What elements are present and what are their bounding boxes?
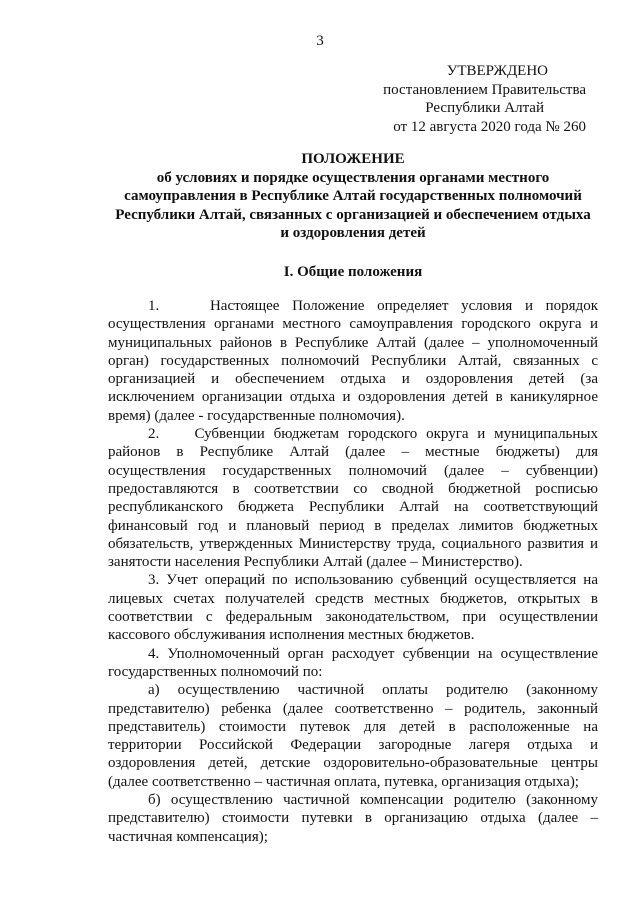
title-line-5: и оздоровления детей bbox=[280, 225, 426, 241]
approval-line-decree: постановлением Правительства bbox=[383, 81, 586, 98]
approval-line-date: от 12 августа 2020 года № 260 bbox=[393, 118, 586, 135]
section-heading: I. Общие положения bbox=[283, 264, 423, 280]
paragraph-3: 3. Учет операций по использованию субвенций осуществляется на лицевых счетах получателей средств местных бюджетов, открытых в соответствии с федеральным законодательством, при осуществлении кассового обслуживания исполнения местных бюджетов. bbox=[108, 572, 598, 644]
title-line-2: об условиях и порядке осуществления органами местного bbox=[156, 169, 550, 186]
paragraph-2: 2. Субвенции бюджетам городского округа и муниципальных районов в Республике Алтай (далее – местные бюджеты) для осуществления государственных полномочий (далее – субвенции) предоставляются в соответствии со сводной бюджетной росписью республиканского бюджета Республики Алтай на соответствующий финансовый год и плановый период в пределах лимитов бюджетных обязательств, утвержденных Министерству труда, социального развития и занятости населения Республики Алтай (далее – Министерство). bbox=[108, 426, 598, 571]
title-line-1: ПОЛОЖЕНИЕ bbox=[301, 151, 405, 167]
title-line-4: Республики Алтай, связанных с организацией и обеспечением отдыха bbox=[115, 206, 591, 223]
page-number: 3 bbox=[316, 33, 324, 49]
document-title bbox=[108, 150, 598, 243]
title-line-3: самоуправления в Республике Алтай государственных полномочий bbox=[124, 188, 582, 204]
paragraph-4a: а) осуществлению частичной оплаты родителю (законному представителю) ребенка (далее соответственно – родитель, законный представитель) стоимости путевок для детей в расположенные на территории Российской Федерации загородные лагеря отдыха и оздоровления детей, детские оздоровительно-образовательные центры (далее соответственно – частичная оплата, путевка, организация отдыха); bbox=[108, 682, 598, 790]
approval-line-republic: Республики Алтай bbox=[425, 100, 544, 116]
body-text bbox=[108, 297, 598, 846]
paragraph-4: 4. Уполномоченный орган расходует субвенции на осуществление государственных полномочий по: bbox=[108, 645, 598, 680]
approval-line-approved: УТВЕРЖДЕНО bbox=[446, 63, 548, 79]
paragraph-1: 1. Настоящее Положение определяет условия и порядок осуществления органами местного самоуправления городского округа и муниципальных районов в Республике Алтай (далее – уполномоченный орган) государственных полномочий Республики Алтай, связанных с организацией и обеспечением отдыха и оздоровления детей (за исключением организации отдыха и оздоровления детей в каникулярное время) (далее - государственные полномочия). bbox=[108, 298, 598, 424]
approval-stamp bbox=[326, 62, 586, 136]
paragraph-4b: б) осуществлению частичной компенсации родителю (законному представителю) стоимости путевки в организацию отдыха (далее – частичная компенсация); bbox=[108, 792, 598, 845]
